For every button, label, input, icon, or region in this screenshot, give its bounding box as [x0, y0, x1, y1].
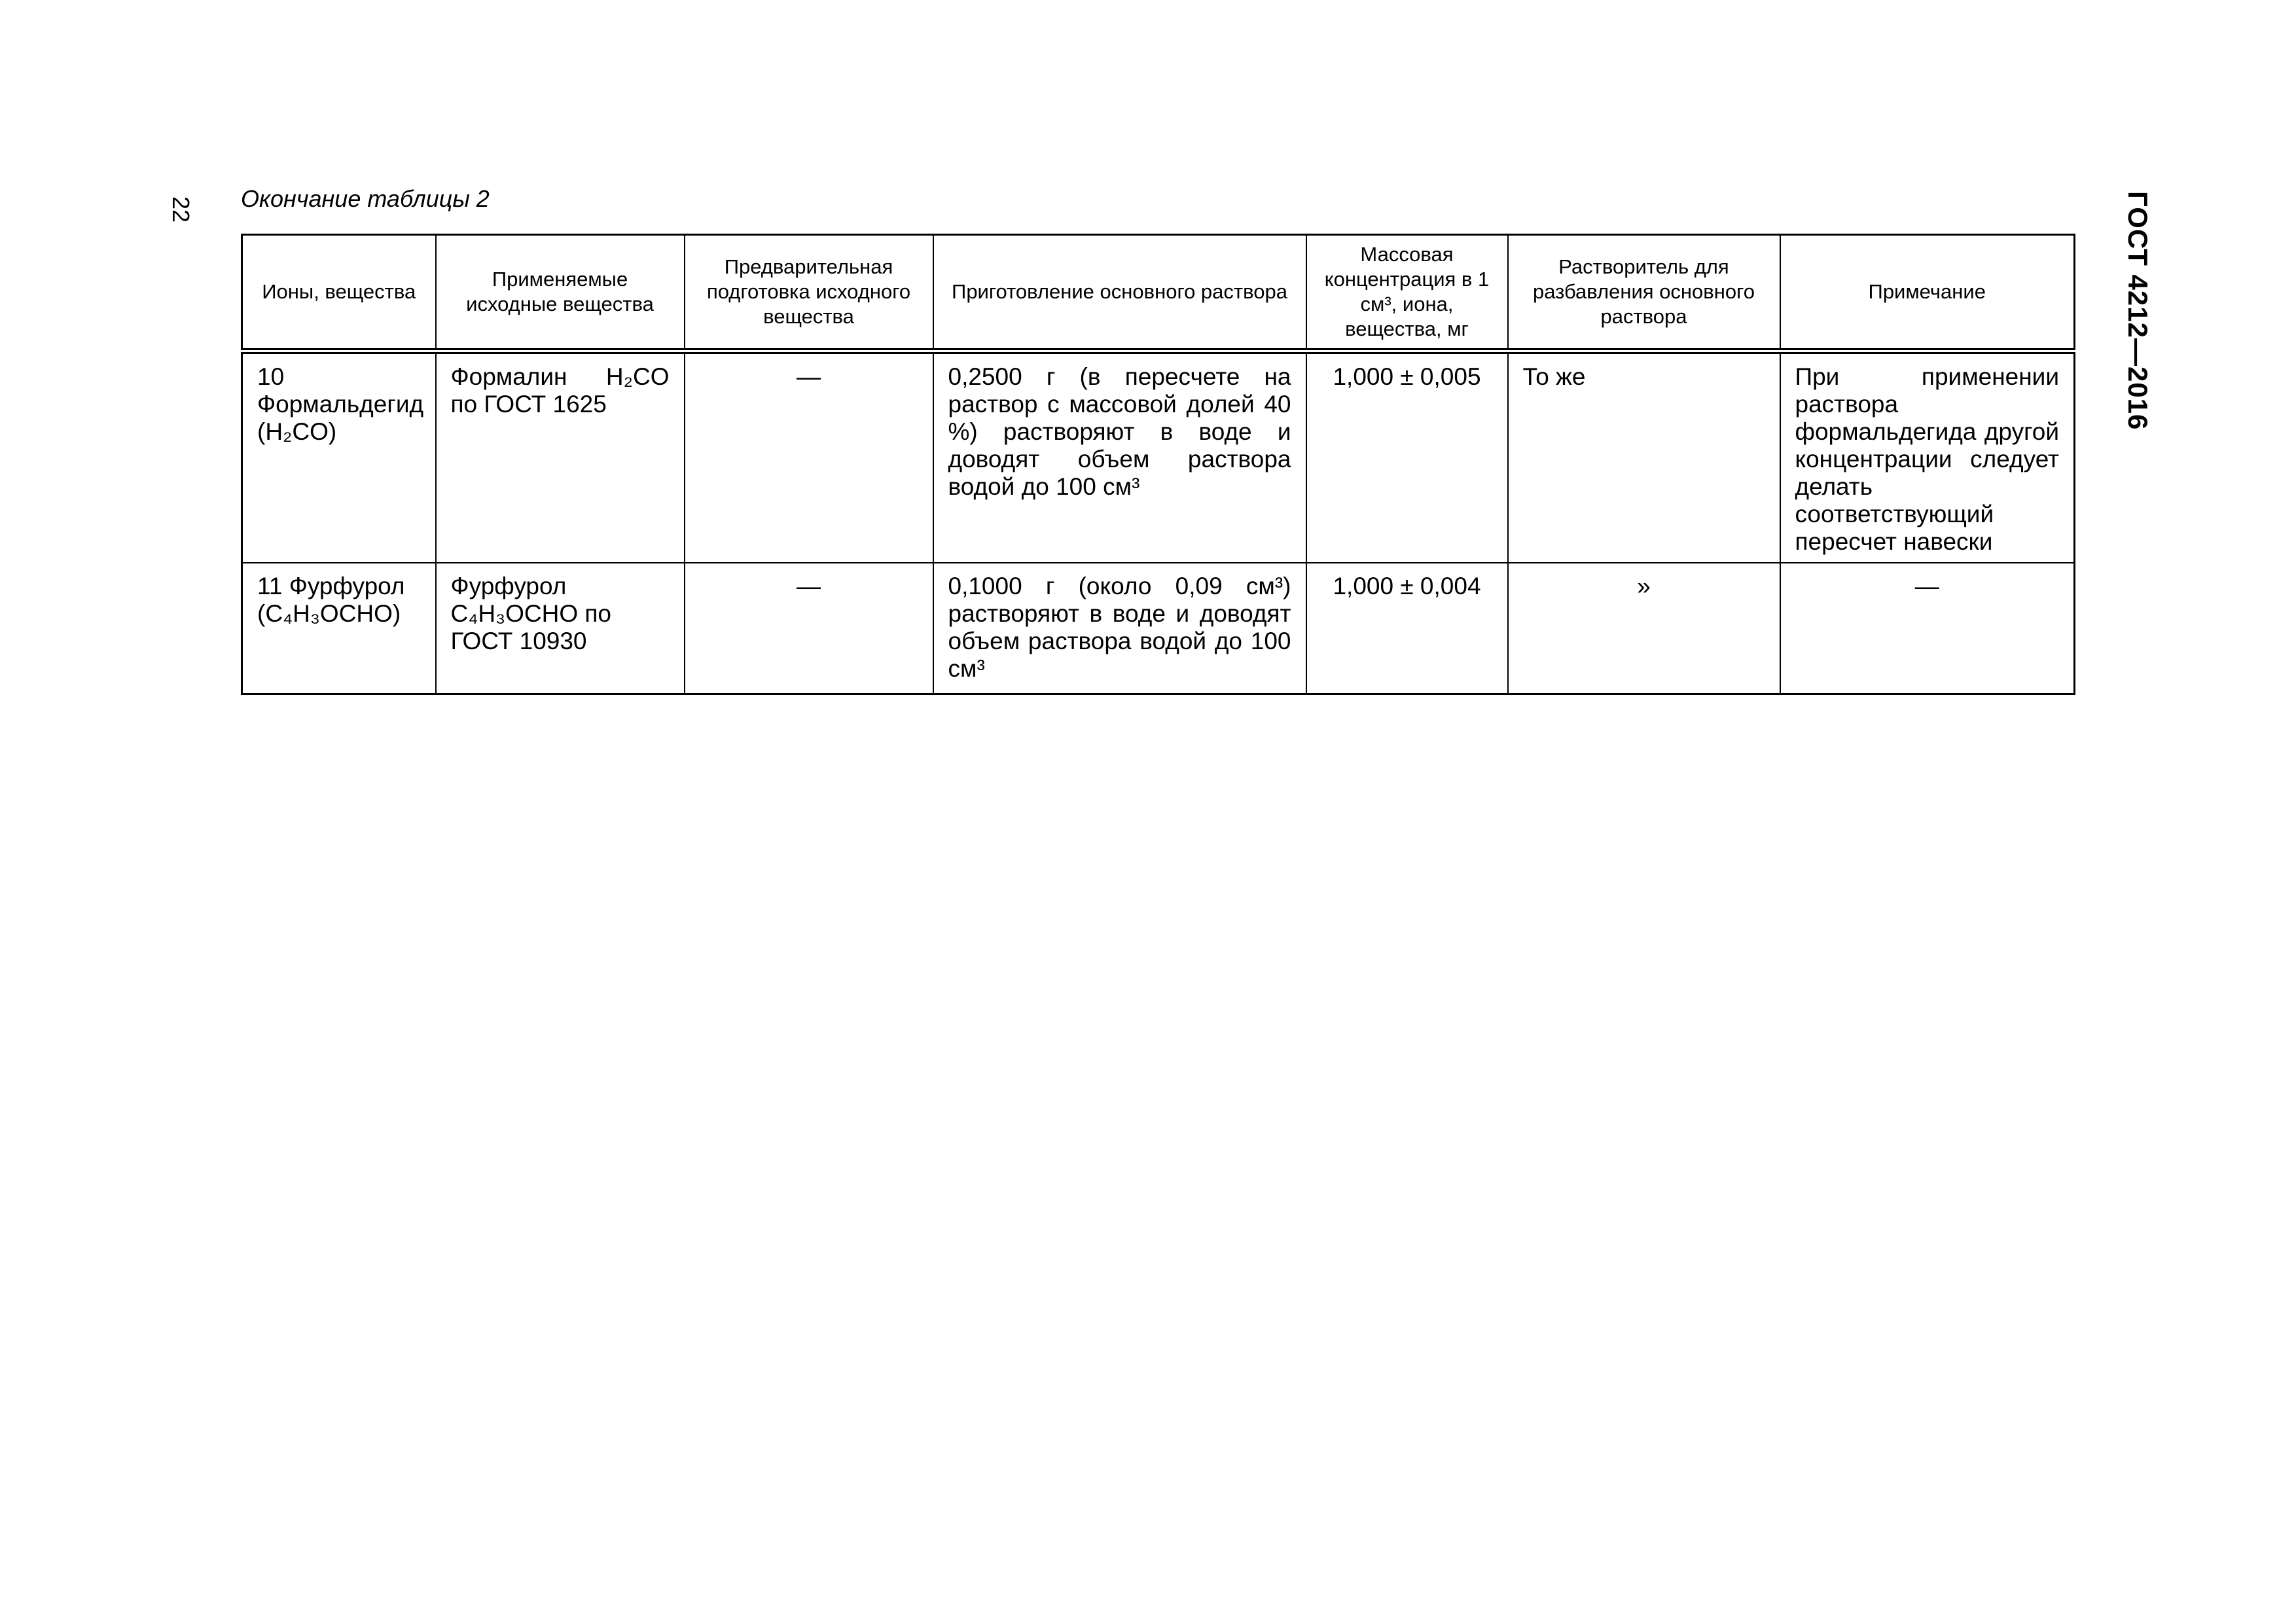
- page-number: 22: [168, 196, 194, 223]
- header-concentration: Массовая концентрация в 1 см³, иона, вещества, мг: [1306, 235, 1508, 351]
- header-ions: Ионы, вещества: [242, 235, 436, 351]
- cell-concentration: 1,000 ± 0,004: [1306, 563, 1508, 694]
- cell-preparation: 0,1000 г (около 0,09 см³) растворяют в воде и доводят объем раствора водой до 100 см³: [933, 563, 1306, 694]
- cell-pretreatment: —: [685, 563, 933, 694]
- header-solvent: Растворитель для разбавления основного раствора: [1508, 235, 1780, 351]
- cell-source: Фурфурол C₄H₃OCHO по ГОСТ 10930: [436, 563, 685, 694]
- header-pretreatment: Предварительная подготовка исходного вещества: [685, 235, 933, 351]
- cell-pretreatment: —: [685, 351, 933, 563]
- header-preparation: Приготовление основного раствора: [933, 235, 1306, 351]
- header-note: Примечание: [1780, 235, 2075, 351]
- cell-solvent: То же: [1508, 351, 1780, 563]
- document-code: ГОСТ 4212—2016: [2123, 191, 2153, 431]
- table-row: [242, 563, 2075, 694]
- table-header: [242, 235, 2075, 351]
- cell-solvent: »: [1508, 563, 1780, 694]
- table-caption: Окончание таблицы 2: [241, 185, 490, 212]
- cell-note: При применении раствора формальдегида другой концентрации следует делать соответствующий пересчет навески: [1780, 351, 2075, 563]
- cell-ion: 10 Формальдегид (H₂CO): [242, 351, 436, 563]
- table-row: [242, 351, 2075, 563]
- cell-source: Формалин H₂CO по ГОСТ 1625: [436, 351, 685, 563]
- header-row: [242, 235, 2075, 351]
- cell-preparation: 0,2500 г (в пересчете на раствор с массовой долей 40 %) растворяют в воде и доводят объем раствора водой до 100 см³: [933, 351, 1306, 563]
- reagent-table: [241, 234, 2075, 695]
- cell-note: —: [1780, 563, 2075, 694]
- cell-concentration: 1,000 ± 0,005: [1306, 351, 1508, 563]
- header-source-substances: Применяемые исходные вещества: [436, 235, 685, 351]
- cell-ion: 11 Фурфурол (C₄H₃OCHO): [242, 563, 436, 694]
